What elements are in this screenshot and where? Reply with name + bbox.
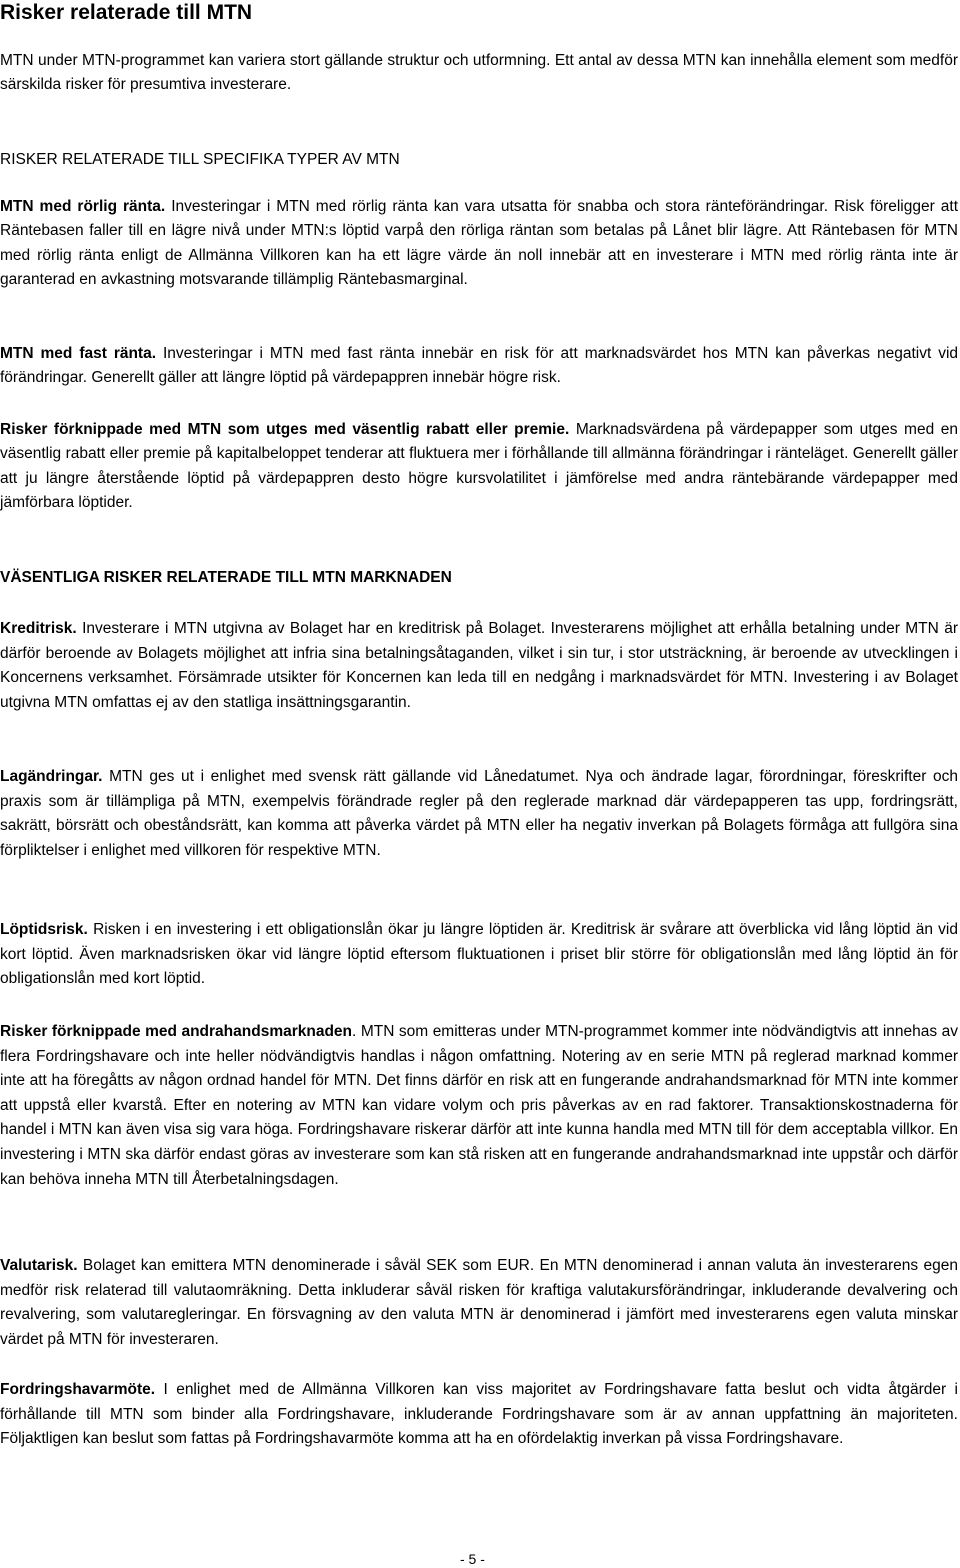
- text-floating-rate: Investeringar i MTN med rörlig ränta kan vara utsatta för snabba och stora ränteförändringar. Risk föreligger att Räntebasen faller till en lägre nivå under MTN:s löptid varpå den rörliga räntan som betalas på Lånet blir lägre. Att Räntebasen för MTN med rörlig ränta enligt de Allmänna Villkoren kan ha ett lägre värde än noll innebär att en investerare i MTN med rörlig ränta inte är garanterad en avkastning motsvarande tillämplig Räntebasmarginal.: [0, 198, 958, 289]
- label-credit-risk: Kreditrisk.: [0, 620, 77, 637]
- text-currency-risk: Bolaget kan emittera MTN denominerade i såväl SEK som EUR. En MTN denominerad i annan valuta än investerarens egen medför risk relaterad till valutaomräkning. Detta inkluderar såväl risken för kraftiga valutakursförändringar, inkluderande devalvering och revalvering, som valutaregleringar. En försvagning av den valuta MTN är denominerad i jämfört med investerarens egen valuta minskar värdet på MTN för investeraren.: [0, 1257, 958, 1348]
- paragraph-secondary-market: [0, 1020, 958, 1192]
- paragraph-bondholder-meeting: [0, 1378, 958, 1452]
- text-credit-risk: Investerare i MTN utgivna av Bolaget har en kreditrisk på Bolaget. Investerarens möjlighet att erhålla betalning under MTN är därför beroende av Bolagets möjlighet att infria sina betalningsåtaganden, vilket i sin tur, i stor utsträckning, är beroende av utvecklingen i Koncernens verksamhet. Försämrade utsikter för Koncernen kan leda till en nedgång i marknadsvärdet för MTN. Investering i av Bolaget utgivna MTN omfattas ej av den statliga insättningsgarantin.: [0, 620, 958, 711]
- paragraph-credit-risk: [0, 617, 958, 715]
- intro-paragraph: MTN under MTN-programmet kan variera stort gällande struktur och utformning. Ett antal av dessa MTN kan innehålla element som medför särskilda risker för presumtiva investerare.: [0, 52, 958, 94]
- label-maturity-risk: Löptidsrisk.: [0, 921, 88, 938]
- paragraph-floating-rate: [0, 195, 958, 293]
- label-bondholder-meeting: Fordringshavarmöte.: [0, 1381, 156, 1398]
- page-number: - 5 -: [460, 1551, 485, 1567]
- paragraph-discount-premium: [0, 418, 958, 516]
- paragraph-law-changes: [0, 765, 958, 863]
- paragraph-maturity-risk: [0, 918, 958, 992]
- label-floating-rate: MTN med rörlig ränta.: [0, 198, 166, 215]
- text-bondholder-meeting: I enlighet med de Allmänna Villkoren kan viss majoritet av Fordringshavare fatta beslut och vidta åtgärder i förhållande till MTN som binder alla Fordringshavare, inkluderande Fordringshavare som är av annan uppfattning än majoriteten. Följaktligen kan beslut som fattas på Fordringshavarmöte komma att ha en ofördelaktig inverkan på vissa Fordringshavare.: [0, 1381, 958, 1448]
- paragraph-fixed-rate: [0, 342, 958, 391]
- text-fixed-rate: Investeringar i MTN med fast ränta innebär en risk för att marknadsvärdet hos MTN kan påverkas negativt vid förändringar. Generellt gäller att längre löptid på värdepappren innebär högre risk.: [0, 345, 959, 387]
- paragraph-currency-risk: [0, 1254, 958, 1352]
- section-heading-market-risks: VÄSENTLIGA RISKER RELATERADE TILL MTN MARKNADEN: [0, 569, 452, 586]
- label-fixed-rate: MTN med fast ränta.: [0, 345, 157, 362]
- text-maturity-risk: Risken i en investering i ett obligationslån ökar ju längre löptiden är. Kreditrisk är svårare att överblicka vid lång löptid än vid kort löptid. Även marknadsrisken ökar vid längre löptid eftersom fluktuationen i priset blir större för obligationslån med lång löptid än för obligationslån med kort löptid.: [0, 921, 958, 988]
- page-title: Risker relaterade till MTN: [0, 1, 253, 24]
- label-currency-risk: Valutarisk.: [0, 1257, 78, 1274]
- label-discount-premium: Risker förknippade med MTN som utges med väsentlig rabatt eller premie.: [0, 421, 570, 438]
- text-discount-premium: Marknadsvärdena på värdepapper som utges med en väsentlig rabatt eller premie på kapitalbeloppet tenderar att fluktuera mer i förhållande till allmänna förändringar i ränteläget. Generellt gäller att ju längre återstående löptid på värdepappren desto högre kursvolatilitet i jämförelse med andra räntebärande värdepapper med jämförbara löptider.: [0, 421, 958, 512]
- label-secondary-market: Risker förknippade med andrahandsmarknaden: [0, 1023, 353, 1040]
- text-secondary-market: . MTN som emitteras under MTN-programmet kommer inte nödvändigtvis att innehas av flera Fordringshavare och inte heller nödvändigtvis handlas i någon omfattning. Notering av en serie MTN på reglerad marknad kommer inte att ha föregåtts av någon ordnad handel för MTN. Det finns därför en risk att en fungerande andrahandsmarknad för MTN inte kommer att uppstå eller kvarstå. Efter en notering av MTN kan vidare volym och pris påverkas av en rad faktorer. Transaktionskostnaderna för handel i MTN kan även visa sig vara höga. Fordringshavare riskerar därför att inte kunna handla med MTN till för dem acceptabla villkor. En investering i MTN ska därför endast göras av investerare som kan stå risken att en fungerande andrahandsmarknad inte uppstår och därför kan behöva inneha MTN till Återbetalningsdagen.: [0, 1023, 959, 1188]
- label-law-changes: Lagändringar.: [0, 768, 103, 785]
- section-heading-specific-types: RISKER RELATERADE TILL SPECIFIKA TYPER AV MTN: [0, 151, 400, 168]
- text-law-changes: MTN ges ut i enlighet med svensk rätt gällande vid Lånedatumet. Nya och ändrade lagar, förordningar, föreskrifter och praxis som är tillämpliga på MTN, exempelvis förändrade regler på den reglerade marknad där värdepapperen tas upp, fordringsrätt, sakrätt, börsrätt och obeståndsrätt, kan komma att påverka värdet på MTN eller ha negativ inverkan på Bolagets förmåga att fullgöra sina förpliktelser i enlighet med villkoren för respektive MTN.: [0, 768, 958, 859]
